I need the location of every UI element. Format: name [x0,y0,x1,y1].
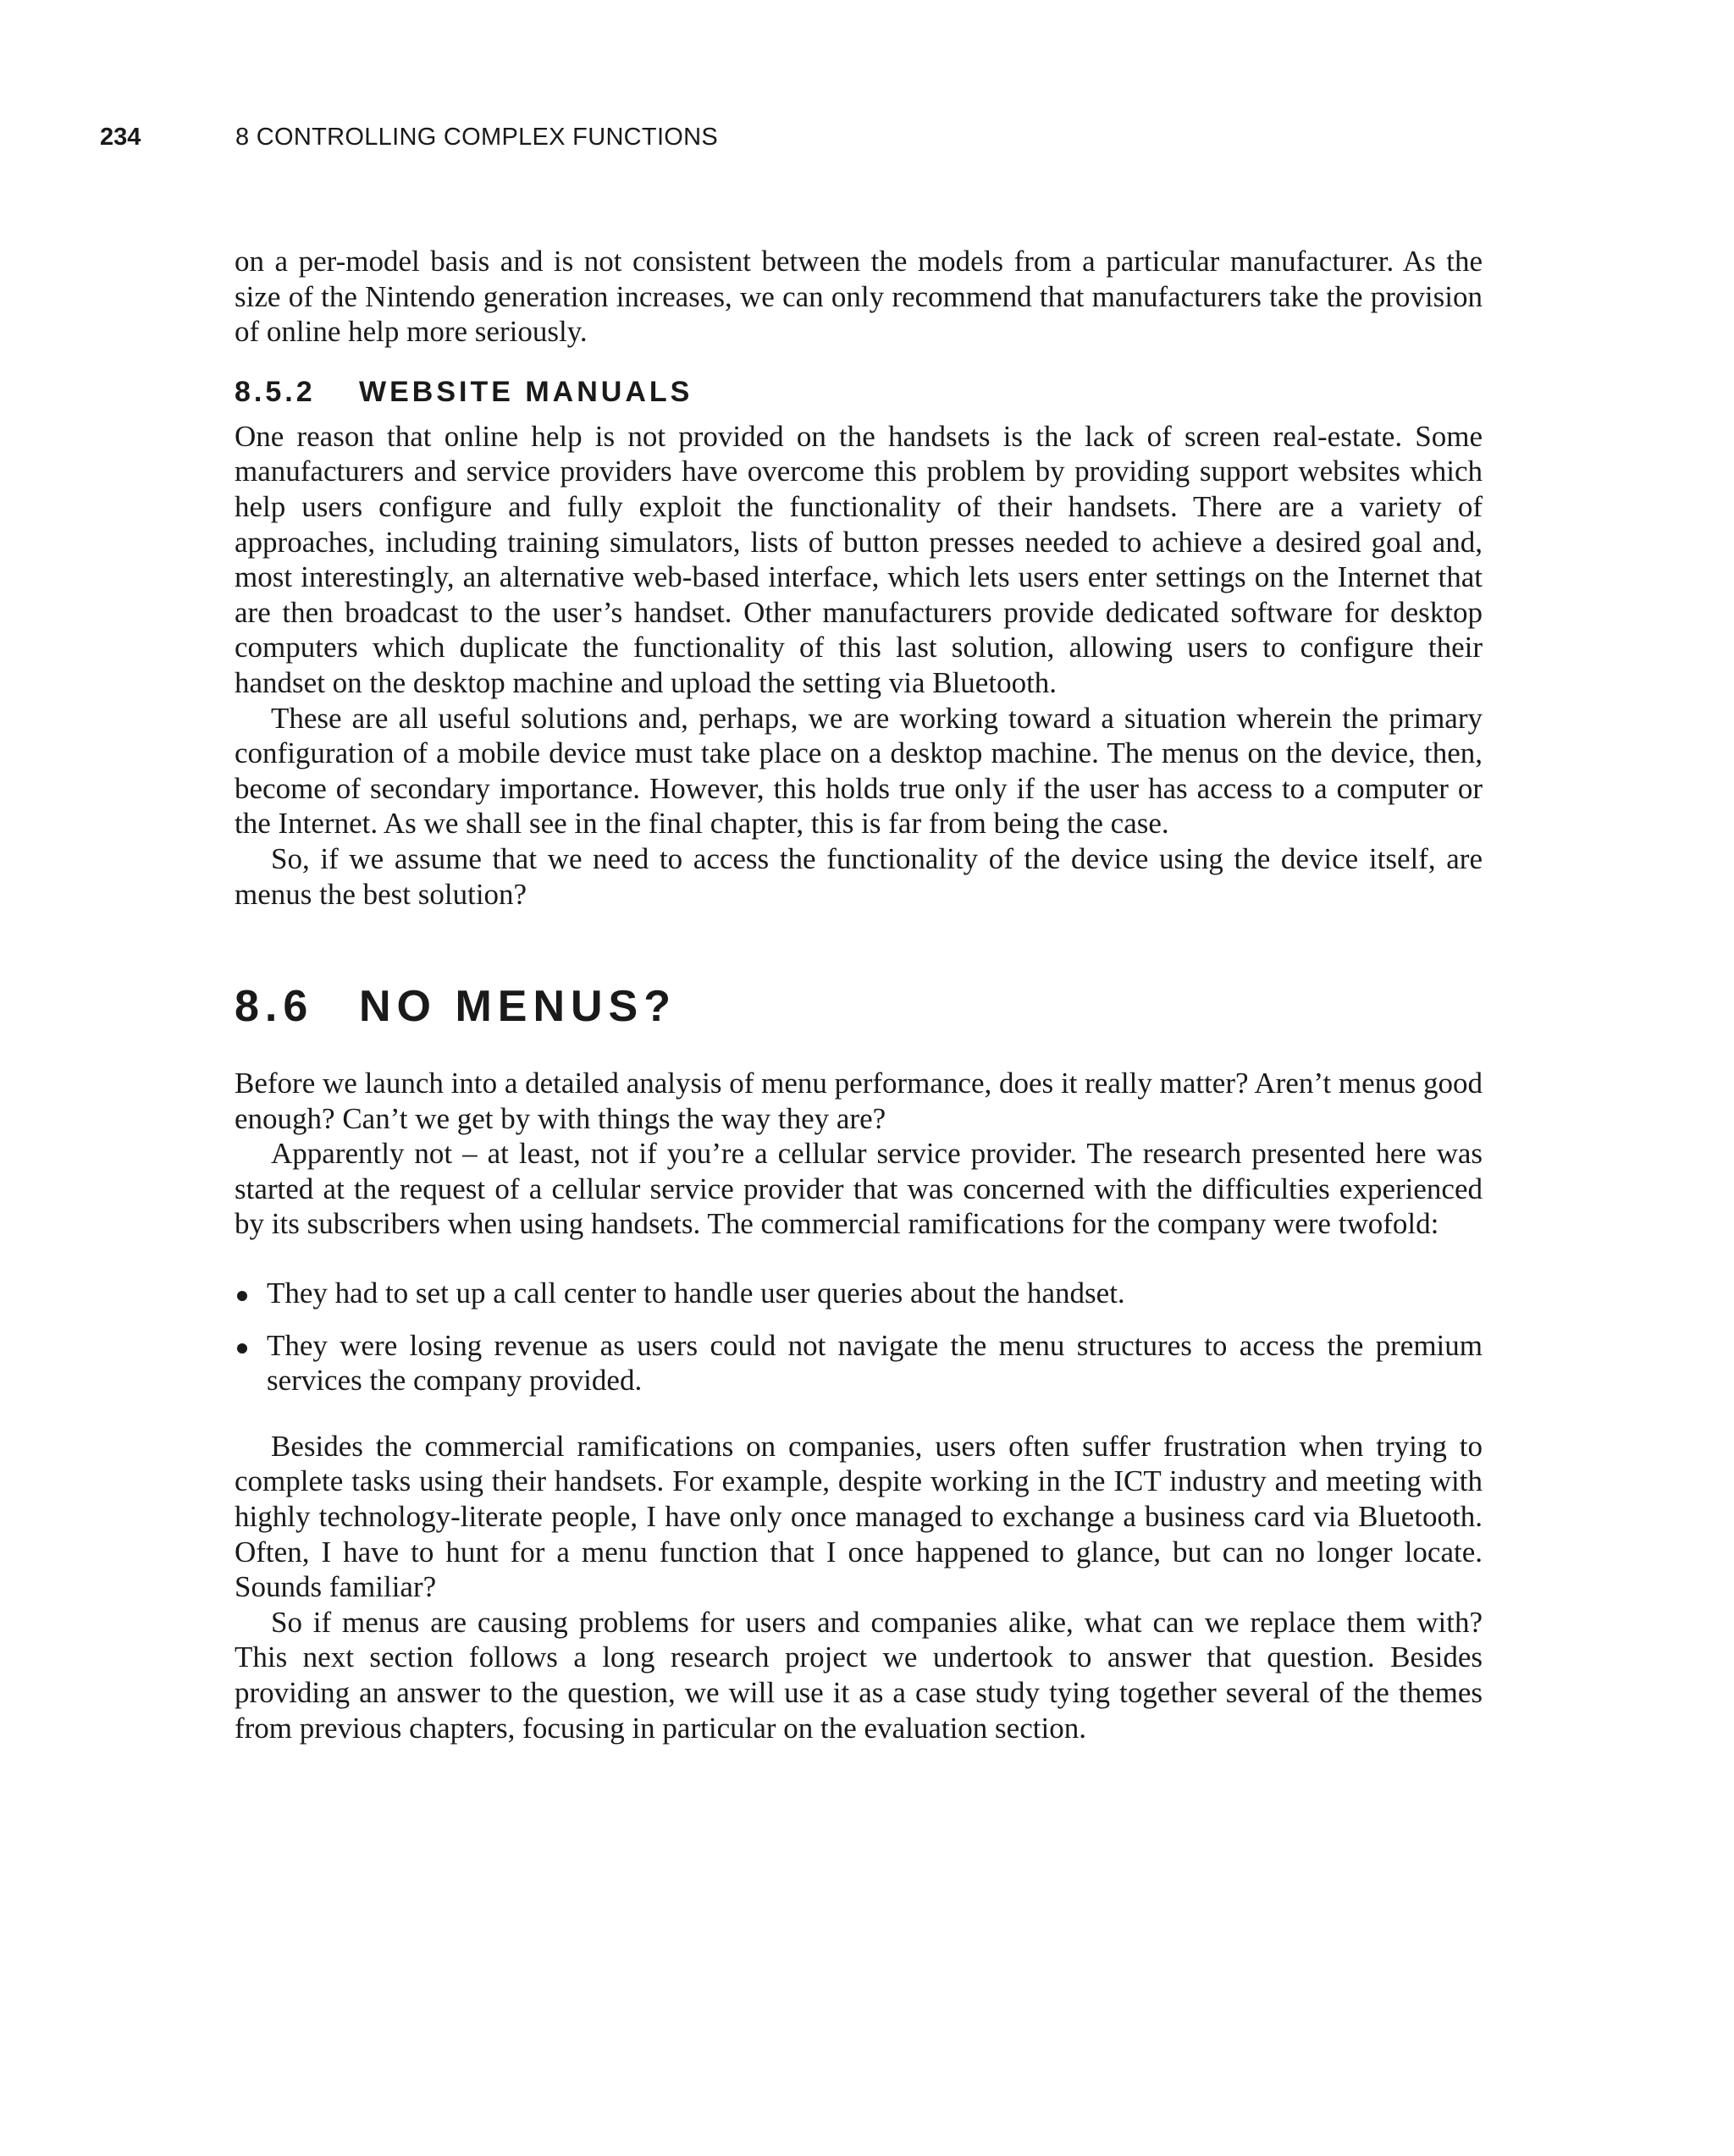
body-text-column [235,244,1483,1745]
chapter-title: 8 CONTROLLING COMPLEX FUNCTIONS [235,124,719,151]
list-item [235,1276,1483,1311]
running-head [100,120,718,154]
section-title: NO MENUS? [359,982,676,1032]
paragraph: Apparently not – at least, not if you’re a cellular service provider. The research presented here was started at the request of a cellular service provider that was concerned with the difficulties experienced by its subscribers when using handsets. The commercial ramifications for the company were twofold: [235,1137,1483,1241]
paragraph: These are all useful solutions and, perhaps, we are working toward a situation wherein the primary configuration of a mobile device must take place on a desktop machine. The menus on the device, then, become of secondary importance. However, this holds true only if the user has access to a computer or the Internet. As we shall see in the final chapter, this is far from being the case. [235,701,1483,841]
paragraph: So if menus are causing problems for users and companies alike, what can we replace them with? This next section follows a long research project we undertook to answer that question. Besides providing an answer to the question, we will use it as a case study tying together several of the themes from previous chapters, focusing in particular on the evaluation section. [235,1605,1483,1745]
paragraph: Before we launch into a detailed analysis of menu performance, does it really matter? Aren’t menus good enough? Can’t we get by with things the way they are? [235,1067,1483,1135]
intro-paragraph: on a per-model basis and is not consistent between the models from a particular manufacturer. As the size of the Nintendo generation increases, we can only recommend that manufacturers take the provision of online help more seriously. [235,245,1483,349]
bullet-list [235,1276,1483,1398]
subsection-number: 8.5.2 [235,375,316,408]
section-number: 8.6 [235,982,314,1032]
list-item-text: They had to set up a call center to handle user queries about the handset. [267,1277,1125,1310]
list-item [235,1328,1483,1398]
list-item-text: They were losing revenue as users could not navigate the menu structures to access the premium services the company provided. [267,1328,1483,1398]
page-number: 234 [100,124,141,151]
paragraph: So, if we assume that we need to access the functionality of the device using the device itself, are menus the best solution? [235,841,1483,911]
section-heading-no-menus [235,979,1483,1034]
paragraph: One reason that online help is not provided on the handsets is the lack of screen real-estate. Some manufacturers and service providers have overcome this problem by providing support websites which help users configure and fully exploit the functionality of their handsets. There are a variety of approaches, including training simulators, lists of button presses needed to achieve a desired goal and, most interestingly, an alternative web-based interface, which lets users enter settings on the Internet that are then broadcast to the user’s handset. Other manufacturers provide dedicated software for desktop computers which duplicate the functionality of this last solution, allowing users to configure their handset on the desktop machine and upload the setting via Bluetooth. [235,419,1483,699]
paragraph: Besides the commercial ramifications on companies, users often suffer frustration when trying to complete tasks using their handsets. For example, despite working in the ICT industry and meeting with highly technology-literate people, I have only once managed to exchange a business card via Bluetooth. Often, I have to hunt for a menu function that I once happened to glance, but can no longer locate. Sounds familiar? [235,1429,1483,1604]
subsection-title: WEBSITE MANUALS [359,375,693,408]
subsection-heading-website-manuals [235,373,1483,411]
